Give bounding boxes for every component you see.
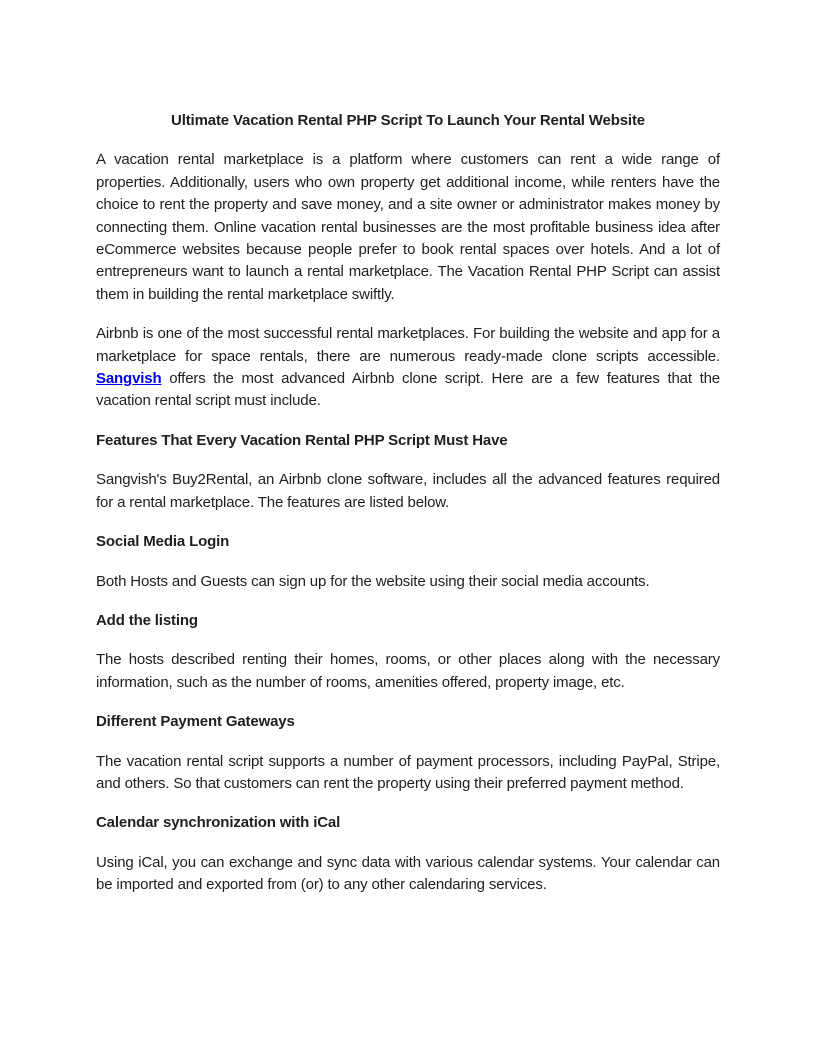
section-paragraph-social-media-login: Both Hosts and Guests can sign up for the website using their social media accounts. <box>96 572 650 590</box>
section-heading-calendar-sync: Calendar synchronization with iCal <box>96 814 341 832</box>
section-paragraph-add-the-listing: The hosts described renting their homes, rooms, or other places along with the necessary information, such as the number of rooms, amenities offered, property image, etc. <box>96 651 720 691</box>
airbnb-paragraph-after-link: offers the most advanced Airbnb clone script. Here are a few features that the vacation rental script must include. <box>96 370 720 410</box>
sangvish-link[interactable]: Sangvish <box>96 370 162 388</box>
section-paragraph-calendar-sync: Using iCal, you can exchange and sync data with various calendar systems. Your calendar can be imported and exported from (or) to any other calendaring services. <box>96 853 720 894</box>
section-paragraph-features: Sangvish's Buy2Rental, an Airbnb clone software, includes all the advanced features required for a rental marketplace. The features are listed below. <box>96 471 720 511</box>
section-heading-features: Features That Every Vacation Rental PHP Script Must Have <box>96 431 508 449</box>
page-title: Ultimate Vacation Rental PHP Script To Launch Your Rental Website <box>171 112 645 129</box>
intro-paragraph: A vacation rental marketplace is a platform where customers can rent a wide range of properties. Additionally, users who own property get additional income, while renters have the choice to rent the property and save money, and a site owner or administrator makes money by connecting them. Online vacation rental businesses are the most profitable business idea after eCommerce websites because people prefer to book rental spaces over hotels. And a lot of entrepreneurs want to launch a rental marketplace. The Vacation Rental PHP Script can assist them in building the rental marketplace swiftly. <box>96 151 720 303</box>
section-paragraph-payment-gateways: The vacation rental script supports a number of payment processors, including PayPal, Stripe, and others. So that customers can rent the property using their preferred payment method. <box>96 752 720 792</box>
section-heading-social-media-login: Social Media Login <box>96 533 230 551</box>
airbnb-paragraph-before-link: Airbnb is one of the most successful rental marketplaces. For building the website and app for a marketplace for space rentals, there are numerous ready-made clone scripts accessible. <box>96 325 720 365</box>
airbnb-paragraph <box>96 323 720 413</box>
section-heading-add-the-listing: Add the listing <box>96 611 198 629</box>
section-heading-payment-gateways: Different Payment Gateways <box>96 713 295 731</box>
